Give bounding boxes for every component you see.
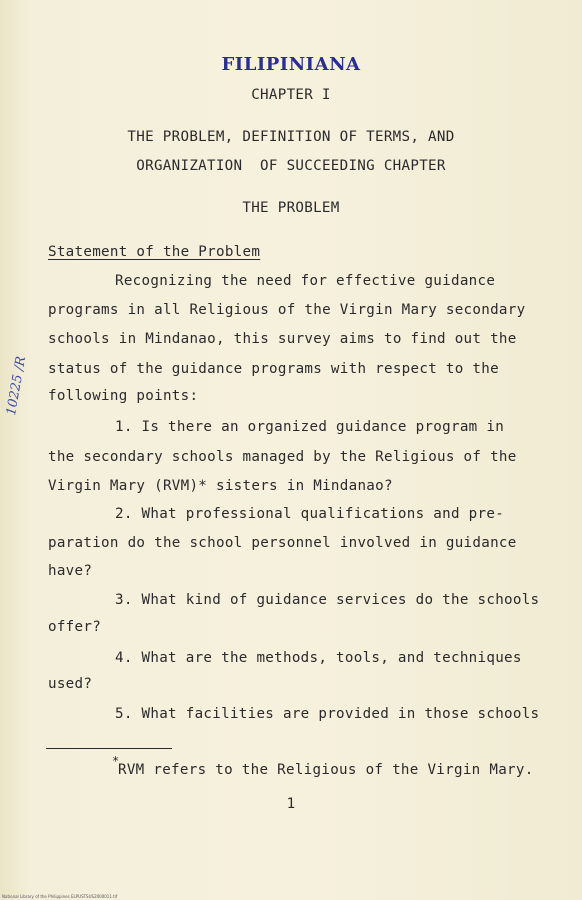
chapter-heading-line-1: THE PROBLEM, DEFINITION OF TERMS, AND — [127, 129, 455, 145]
question-3: 3. What kind of guidance services do the schools — [115, 592, 540, 608]
question-2: 2. What professional qualifications and pre- — [115, 506, 505, 522]
question-1: 1. Is there an organized guidance program in — [115, 419, 505, 435]
footnote-text: RVM refers to the Religious of the Virgin Mary. — [118, 762, 534, 778]
subsection-title: Statement of the Problem — [48, 244, 261, 260]
body-line: Recognizing the need for effective guidance — [115, 273, 496, 289]
body-line: programs in all Religious of the Virgin Mary secondary — [48, 302, 526, 318]
question-4: 4. What are the methods, tools, and techniques — [115, 650, 522, 666]
footnote-rule — [46, 748, 172, 749]
footnote-marker: * — [112, 754, 120, 768]
body-line: following points: — [48, 388, 199, 404]
body-line: the secondary schools managed by the Religious of the — [48, 449, 517, 465]
chapter-label: CHAPTER I — [251, 87, 331, 103]
handwritten-margin-note: 10225 /R — [4, 355, 30, 417]
archive-footer: National Library of the Philippines ELPUSTSUS2000011.tif — [2, 894, 118, 899]
body-line: offer? — [48, 619, 102, 635]
question-5: 5. What facilities are provided in those schools — [115, 706, 540, 722]
body-line: have? — [48, 563, 93, 579]
body-line: status of the guidance programs with respect to the — [48, 361, 499, 377]
body-line: used? — [48, 676, 93, 692]
body-line: schools in Mindanao, this survey aims to find out the — [48, 331, 517, 347]
body-line: Virgin Mary (RVM)* sisters in Mindanao? — [48, 478, 393, 494]
body-line: paration do the school personnel involved in guidance — [48, 535, 517, 551]
section-title: THE PROBLEM — [242, 200, 340, 216]
filipiniana-stamp: FILIPINIANA — [221, 54, 361, 75]
chapter-heading-line-2: ORGANIZATION OF SUCCEEDING CHAPTER — [136, 158, 446, 174]
page-number: 1 — [286, 796, 296, 812]
